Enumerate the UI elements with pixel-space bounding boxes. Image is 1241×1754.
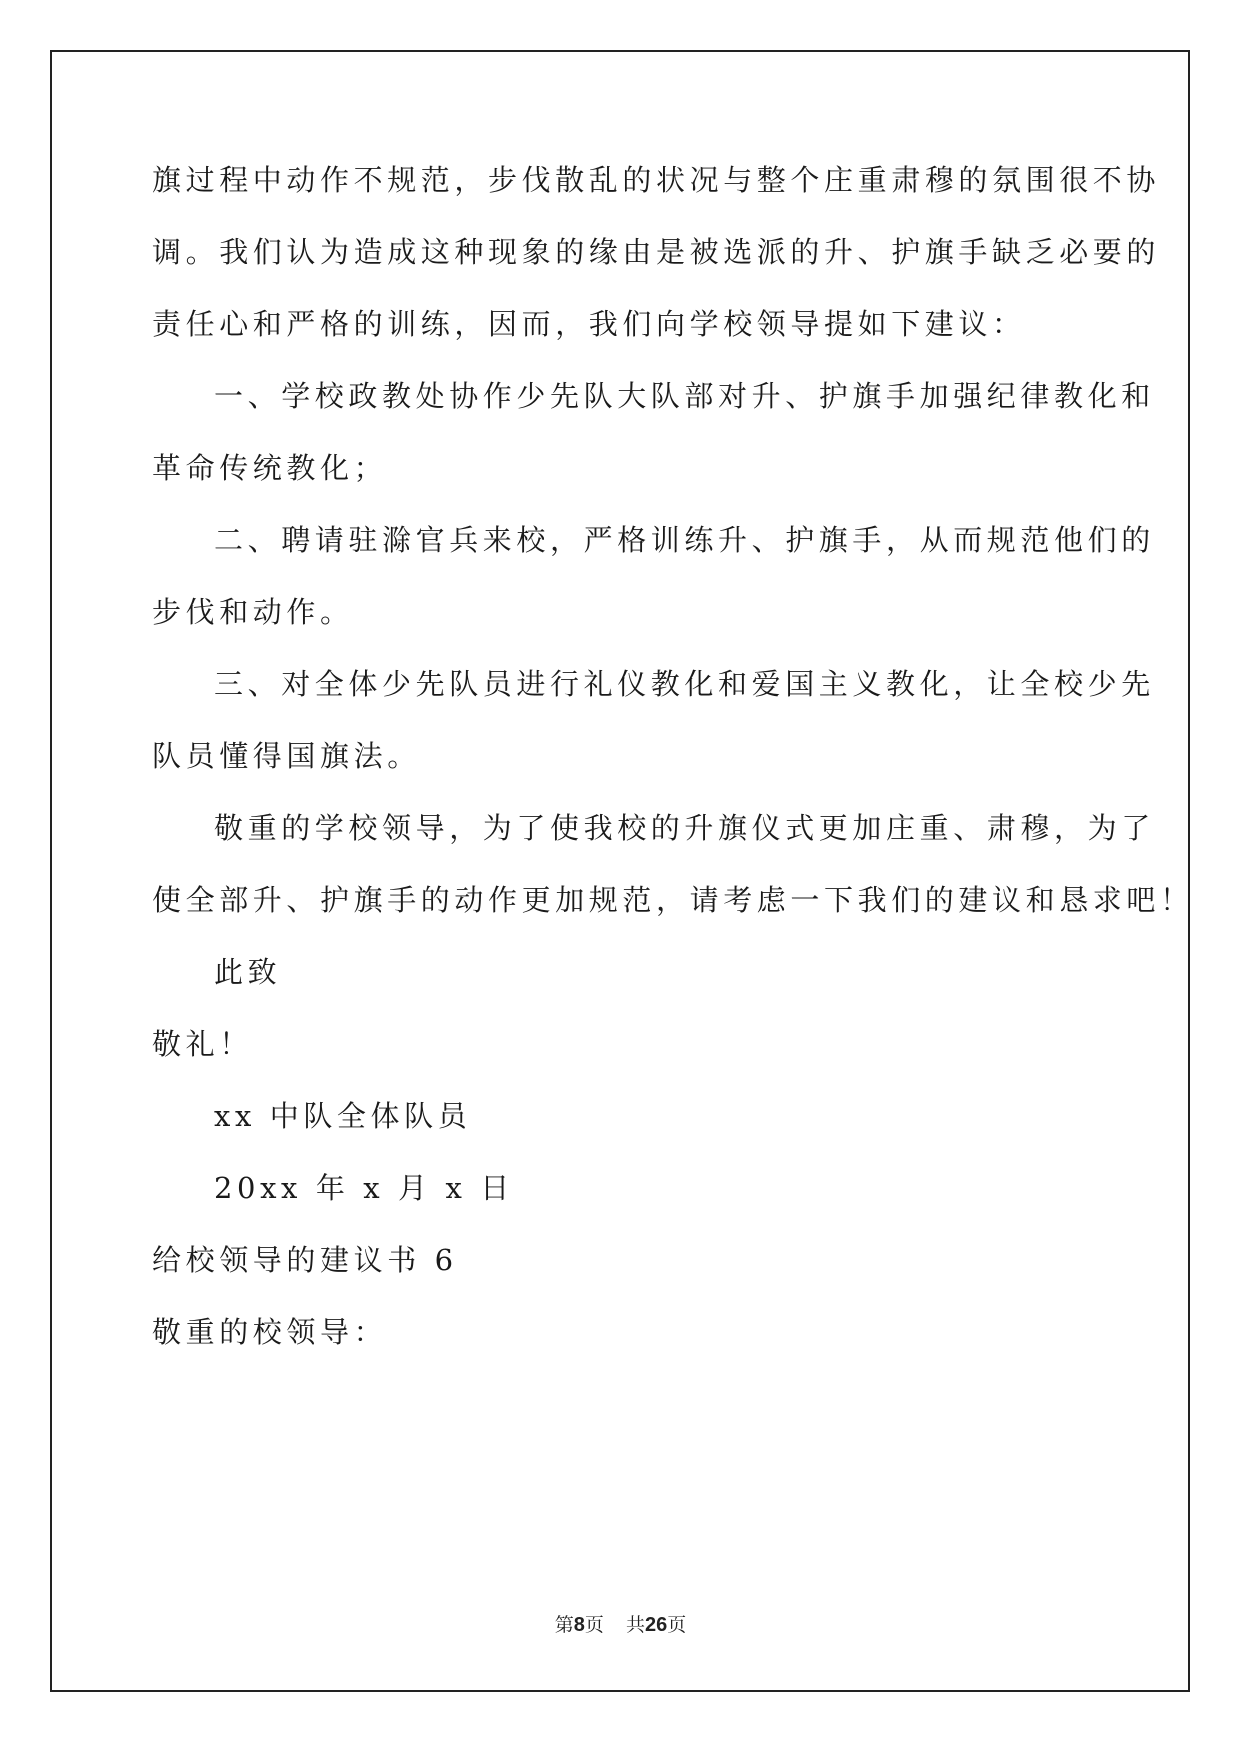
section-heading: 给校领导的建议书 6: [152, 1243, 458, 1277]
paragraph-line-1: 旗过程中动作不规范，步伐散乱的状况与整个庄重肃穆的氛围很不协: [152, 163, 1161, 197]
paragraph-line-2: 调。我们认为造成这种现象的缘由是被选派的升、护旗手缺乏必要的: [152, 235, 1161, 269]
page-current-number: 8: [573, 1614, 585, 1636]
closing-paragraph-line-2: 使全部升、护旗手的动作更加规范，请考虑一下我们的建议和恳求吧！: [152, 883, 1194, 917]
page-suffix: 页: [584, 1614, 604, 1636]
suggestion-2-line-2: 步伐和动作。: [152, 595, 354, 629]
suggestion-1-line-1: 一、学校政教处协作少先队大队部对升、护旗手加强纪律教化和: [214, 379, 1155, 413]
total-prefix: 共: [625, 1614, 645, 1636]
suggestion-3-line-2: 队员懂得国旗法。: [152, 739, 421, 773]
suggestion-2-line-1: 二、聘请驻滁官兵来校，严格训练升、护旗手，从而规范他们的: [214, 523, 1155, 557]
letter-greeting: 敬重的校领导：: [152, 1315, 388, 1349]
salutation-jingli: 敬礼！: [152, 1027, 253, 1061]
suggestion-3-line-1: 三、对全体少先队员进行礼仪教化和爱国主义教化，让全校少先: [214, 667, 1155, 701]
salutation-cizhi: 此致: [214, 955, 282, 989]
paragraph-line-3: 责任心和严格的训练，因而，我们向学校领导提如下建议：: [152, 307, 1026, 341]
page-border: [50, 50, 1190, 1692]
signature-date: 20xx 年 x 月 x 日: [214, 1171, 514, 1205]
page-total-number: 26: [644, 1614, 668, 1636]
page-footer: [0, 1612, 1241, 1638]
page-prefix: 第: [554, 1614, 574, 1636]
closing-paragraph-line-1: 敬重的学校领导，为了使我校的升旗仪式更加庄重、肃穆，为了: [214, 811, 1155, 845]
signature-sender: xx 中队全体队员: [214, 1099, 472, 1133]
total-suffix: 页: [667, 1614, 687, 1636]
suggestion-1-line-2: 革命传统教化；: [152, 451, 388, 485]
